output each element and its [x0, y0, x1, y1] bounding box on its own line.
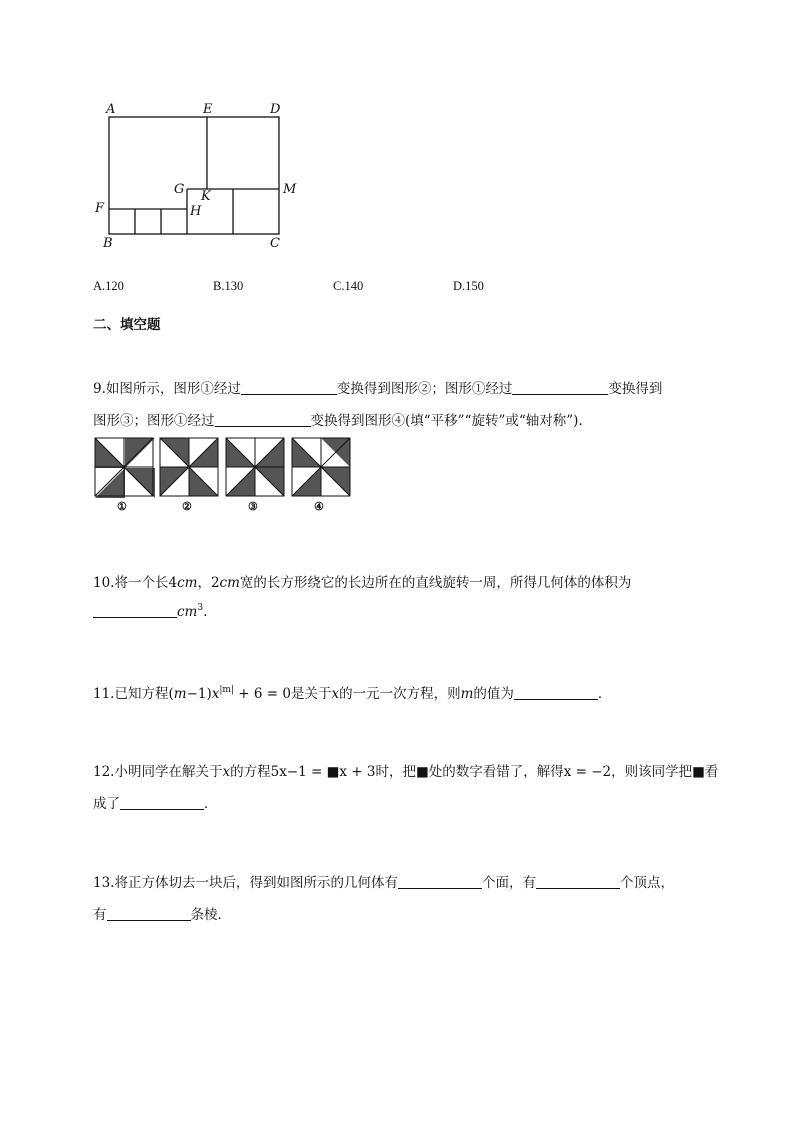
q9-line1 — [93, 377, 662, 397]
q9-text-a: 9.如图所示，图形①经过 — [93, 381, 241, 397]
q11-text-c: 的一元一次方程，则 — [339, 686, 461, 702]
figure-label-2: ② — [182, 500, 192, 513]
q11-text-d: 的值为 — [473, 686, 514, 702]
q13-blank-3[interactable] — [107, 906, 191, 921]
figure-label-4: ④ — [314, 500, 324, 513]
q12-var-x: x — [222, 764, 231, 780]
q10-blank[interactable] — [93, 603, 177, 618]
q9-text-d: 图形③；图形①经过 — [93, 413, 215, 429]
label-G: G — [174, 182, 185, 197]
q9-text-b: 变换得到图形②；图形①经过 — [336, 381, 513, 397]
q13-text-c: 个顶点， — [619, 875, 674, 891]
section-title: 二、填空题 — [93, 317, 161, 333]
label-B: B — [103, 236, 113, 251]
q11-eq-x: x — [211, 686, 220, 702]
q9-text-c: 变换得到 — [608, 381, 663, 397]
q12-period: ． — [204, 796, 218, 812]
q13-line2 — [93, 903, 231, 923]
label-A: A — [106, 102, 116, 117]
q10-sep: ， — [197, 575, 211, 591]
q10-period: . — [203, 604, 208, 620]
label-D: D — [270, 102, 281, 117]
q12-text-a: 12.小明同学在解关于 — [93, 764, 223, 780]
q10-line1 — [93, 571, 631, 591]
pinwheel-2 — [160, 438, 218, 496]
figure-label-3: ③ — [248, 500, 258, 513]
option-d: D.150 — [453, 279, 484, 293]
figure-label-1: ① — [117, 500, 127, 513]
q12-text-b: 的方程 — [230, 764, 271, 780]
q10-text-a: 10.将一个长 — [93, 575, 169, 591]
q10-answer-unit: cm — [177, 604, 198, 620]
rectangle-figure — [90, 98, 310, 258]
q9-text-e: 变换得到图形④(填“平移”“旋转”或“轴对称”)． — [310, 413, 592, 429]
q11-text-b: 是关于 — [290, 686, 332, 702]
q10-unit-2: cm — [219, 575, 240, 591]
pinwheel-figures — [92, 436, 362, 500]
q11-blank[interactable] — [514, 685, 598, 700]
q12-text-c: 时，把■处的数字看错了，解得 — [375, 764, 564, 780]
q10-unit-1: cm — [177, 575, 198, 591]
q13-text-b: 个面，有 — [481, 875, 536, 891]
q13-line1 — [93, 871, 674, 891]
q10-text-b: 宽的长方形绕它的长边所在的直线旋转一周，所得几何体的体积为 — [239, 575, 632, 591]
q9-blank-3[interactable] — [215, 412, 311, 427]
label-F: F — [95, 201, 105, 216]
option-c: C.140 — [333, 279, 364, 293]
q11-eq-m: m — [173, 686, 187, 702]
pinwheel-3 — [226, 438, 284, 496]
q12-line2 — [93, 792, 218, 812]
option-b: B.130 — [213, 279, 244, 293]
q12-eq: 5x−1 = ■x + 3 — [270, 764, 376, 780]
q13-text-e: 条棱． — [190, 907, 231, 923]
pinwheel-4 — [292, 438, 350, 496]
q10-wid: 2 — [210, 575, 220, 591]
pinwheel-1 — [95, 438, 155, 498]
q10-answer-exp: 3 — [197, 603, 204, 613]
q10-line2 — [93, 603, 207, 620]
q12-line1 — [93, 760, 718, 780]
q9-line2 — [93, 409, 592, 429]
label-M: M — [283, 182, 297, 197]
q11-line — [93, 682, 611, 702]
q11-eq-a: ( — [168, 686, 174, 702]
label-H: H — [190, 204, 202, 219]
label-C: C — [270, 236, 280, 251]
q11-text-a: 11.已知方程 — [93, 686, 169, 702]
q12-line2-text: 成了 — [93, 796, 120, 812]
label-E: E — [203, 102, 213, 117]
q11-eq-c: + 6 = 0 — [233, 686, 291, 702]
option-a: A.120 — [93, 279, 124, 293]
q11-var-m: m — [460, 686, 474, 702]
q11-eq-exp: |m| — [219, 685, 234, 695]
q12-blank[interactable] — [120, 795, 204, 810]
q12-sol: x = −2 — [563, 764, 612, 780]
q11-eq-b: −1) — [186, 686, 212, 702]
q9-blank-2[interactable] — [512, 380, 608, 395]
q10-len: 4 — [168, 575, 178, 591]
q13-text-d: 有 — [93, 907, 107, 923]
q13-blank-2[interactable] — [536, 874, 620, 889]
q11-var-x: x — [331, 686, 340, 702]
q13-text-a: 13.将正方体切去一块后，得到如图所示的几何体有 — [93, 875, 398, 891]
q12-text-d: ，则该同学把■看 — [611, 764, 719, 780]
q11-period: ． — [597, 686, 612, 702]
label-K: K — [201, 189, 211, 204]
q9-blank-1[interactable] — [241, 380, 337, 395]
q13-blank-1[interactable] — [398, 874, 482, 889]
